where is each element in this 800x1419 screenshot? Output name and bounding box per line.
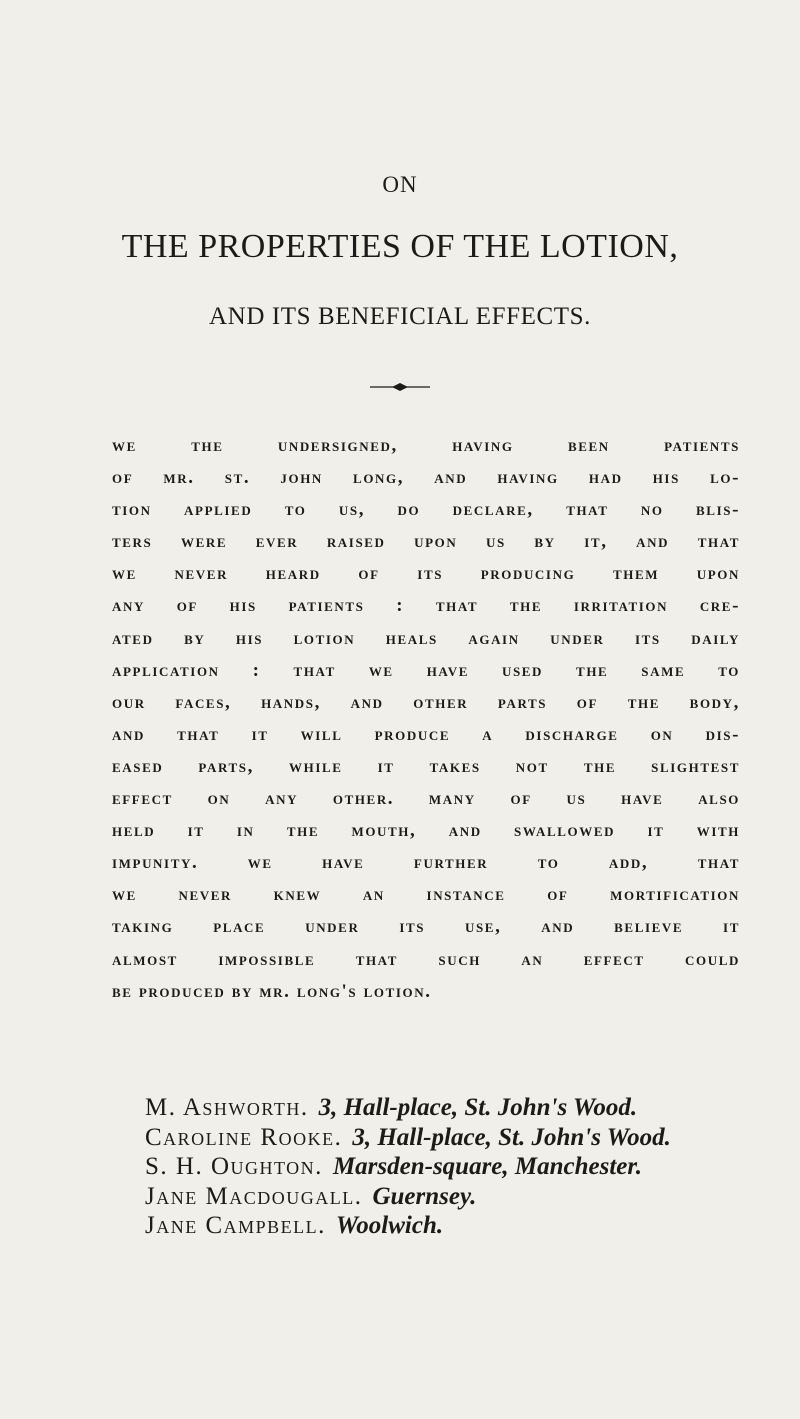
signatory-name: M. Ashworth. [145,1094,309,1121]
paragraph-line: eased parts, while it takes not the slightest [112,755,740,777]
paragraph-line: tion applied to us, do declare, that no blis- [112,499,740,521]
signatory-address: Woolwich. [335,1212,444,1239]
paragraph-line: and that it will produce a discharge on dis- [112,723,740,745]
paragraph-line: almost impossible that such an effect could [112,948,740,970]
page-title: THE PROPERTIES OF THE LOTION, [121,228,679,265]
paragraph-line: application : that we have used the same to [112,659,740,681]
signatory-address: Guernsey. [372,1182,477,1210]
signature-list [145,1093,745,1241]
paragraph-line: effect on any other. many of us have also [112,788,740,810]
paragraph-line: impunity. we have further to add, that [112,852,740,874]
signature-row [145,1211,745,1241]
signatory-name: S. H. Oughton. [145,1153,323,1180]
heading-on: ON [382,172,418,197]
paragraph-line: taking place under its use, and believe it [112,916,740,938]
signatory-address: 3, Hall-place, St. John's Wood. [318,1094,638,1121]
paragraph-line: ters were ever raised upon us by it, and that [112,531,740,553]
signature-row [145,1123,745,1153]
testimonial-paragraph [112,430,740,1008]
paragraph-line: any of his patients : that the irritation cre- [112,595,740,617]
signature-row [145,1093,745,1123]
ornament-divider [370,380,430,394]
paragraph-line: we never knew an instance of mortification [112,884,740,906]
signatory-name: Jane Campbell. [145,1212,326,1239]
signature-row [145,1182,745,1212]
paragraph-line: ated by his lotion heals again under its daily [112,627,740,649]
paragraph-line: we the undersigned, having been patients [112,435,740,456]
signatory-name: Caroline Rooke. [145,1123,343,1151]
paragraph-line: we never heard of its producing them upon [112,563,740,585]
paragraph-line: be produced by mr. long's lotion. [112,980,432,1002]
signature-row [145,1152,745,1182]
signatory-address: Marsden-square, Manchester. [332,1153,643,1180]
signatory-address: 3, Hall-place, St. John's Wood. [352,1123,671,1151]
paragraph-line: our faces, hands, and other parts of the body, [112,691,740,713]
signatory-name: Jane Macdougall. [145,1182,363,1210]
page-subtitle: AND ITS BENEFICIAL EFFECTS. [209,303,591,330]
paragraph-line: of mr. st. john long, and having had his lo- [112,467,740,489]
paragraph-line: held it in the mouth, and swallowed it with [112,820,740,842]
